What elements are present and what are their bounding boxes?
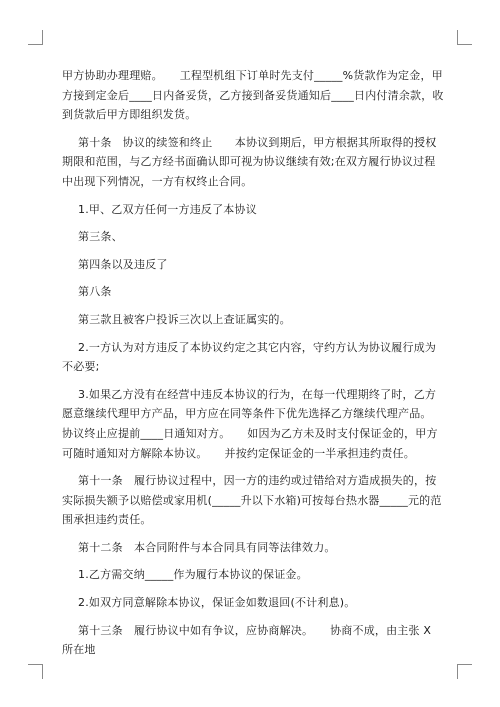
paragraph-article-3-ref: 第三条、: [78, 230, 123, 244]
paragraph-article-11: 第十一条 履行协议过程中，因一方的违约或过错给对方造成损失的，按实际损失额予以赔偿或家用机(_____升以下水箱)可按每台热水器_____元的范围承担违约责任。: [62, 474, 442, 527]
paragraph-deposit: 1.乙方需交纳_____作为履行本协议的保证金。: [78, 568, 308, 582]
crop-mark-bottom-left: [28, 664, 43, 679]
paragraph-article-13: 第十三条 履行协议中如有争议，应协商解决。 协商不成，由主张 X 所在地: [62, 623, 435, 657]
crop-mark-top-left: [28, 30, 43, 45]
paragraph-item-3: 3.如果乙方没有在经营中违反本协议的行为，在每一代理期终了时，乙方愿意继续代理甲方产品，甲方应在同等条件下优先选择乙方继续代理产品。 协议终止应提前____日通知对方。 如因为乙方未及时支付保证金的，甲方可随时通知对方解除本协议。 并按约定保证金的一半承担违约责任。: [62, 387, 449, 460]
paragraph-article-12: 第十二条 本合同附件与本合同具有同等法律效力。: [78, 540, 336, 554]
paragraph-article-10: 第十条 协议的续签和终止 本协议到期后，甲方根据其所取得的授权期限和范围，与乙方经书面确认即可视为协议继续有效;在双方履行协议过程中出现下列情况，一方有权终止合同。: [62, 135, 437, 188]
document-body: [62, 66, 449, 668]
paragraph-item-1: 1.甲、乙双方任何一方违反了本协议: [78, 202, 257, 216]
paragraph-article-8-ref: 第八条: [78, 285, 112, 299]
crop-mark-top-right: [457, 30, 472, 45]
paragraph-item-2: 2.一方认为对方违反了本协议约定之其它内容，守约方认为协议履行成为不必要;: [62, 340, 437, 374]
paragraph-article-4-ref: 第四条以及违反了: [78, 257, 168, 271]
paragraph-deposit-refund: 2.如双方同意解除本协议，保证金如数退回(不计利息)。: [78, 596, 356, 610]
paragraph-clause-3-complaints: 第三款且被客户投诉三次以上查证属实的。: [78, 312, 291, 326]
paragraph-payment-terms: 甲方协助办理理赔。 工程型机组下订单时先支付_____%货款作为定金，甲方接到定金后____日内备妥货，乙方接到备妥货通知后____日内付清余款，收到货款后甲方即组织发货。: [62, 69, 444, 122]
crop-mark-bottom-right: [457, 664, 472, 679]
